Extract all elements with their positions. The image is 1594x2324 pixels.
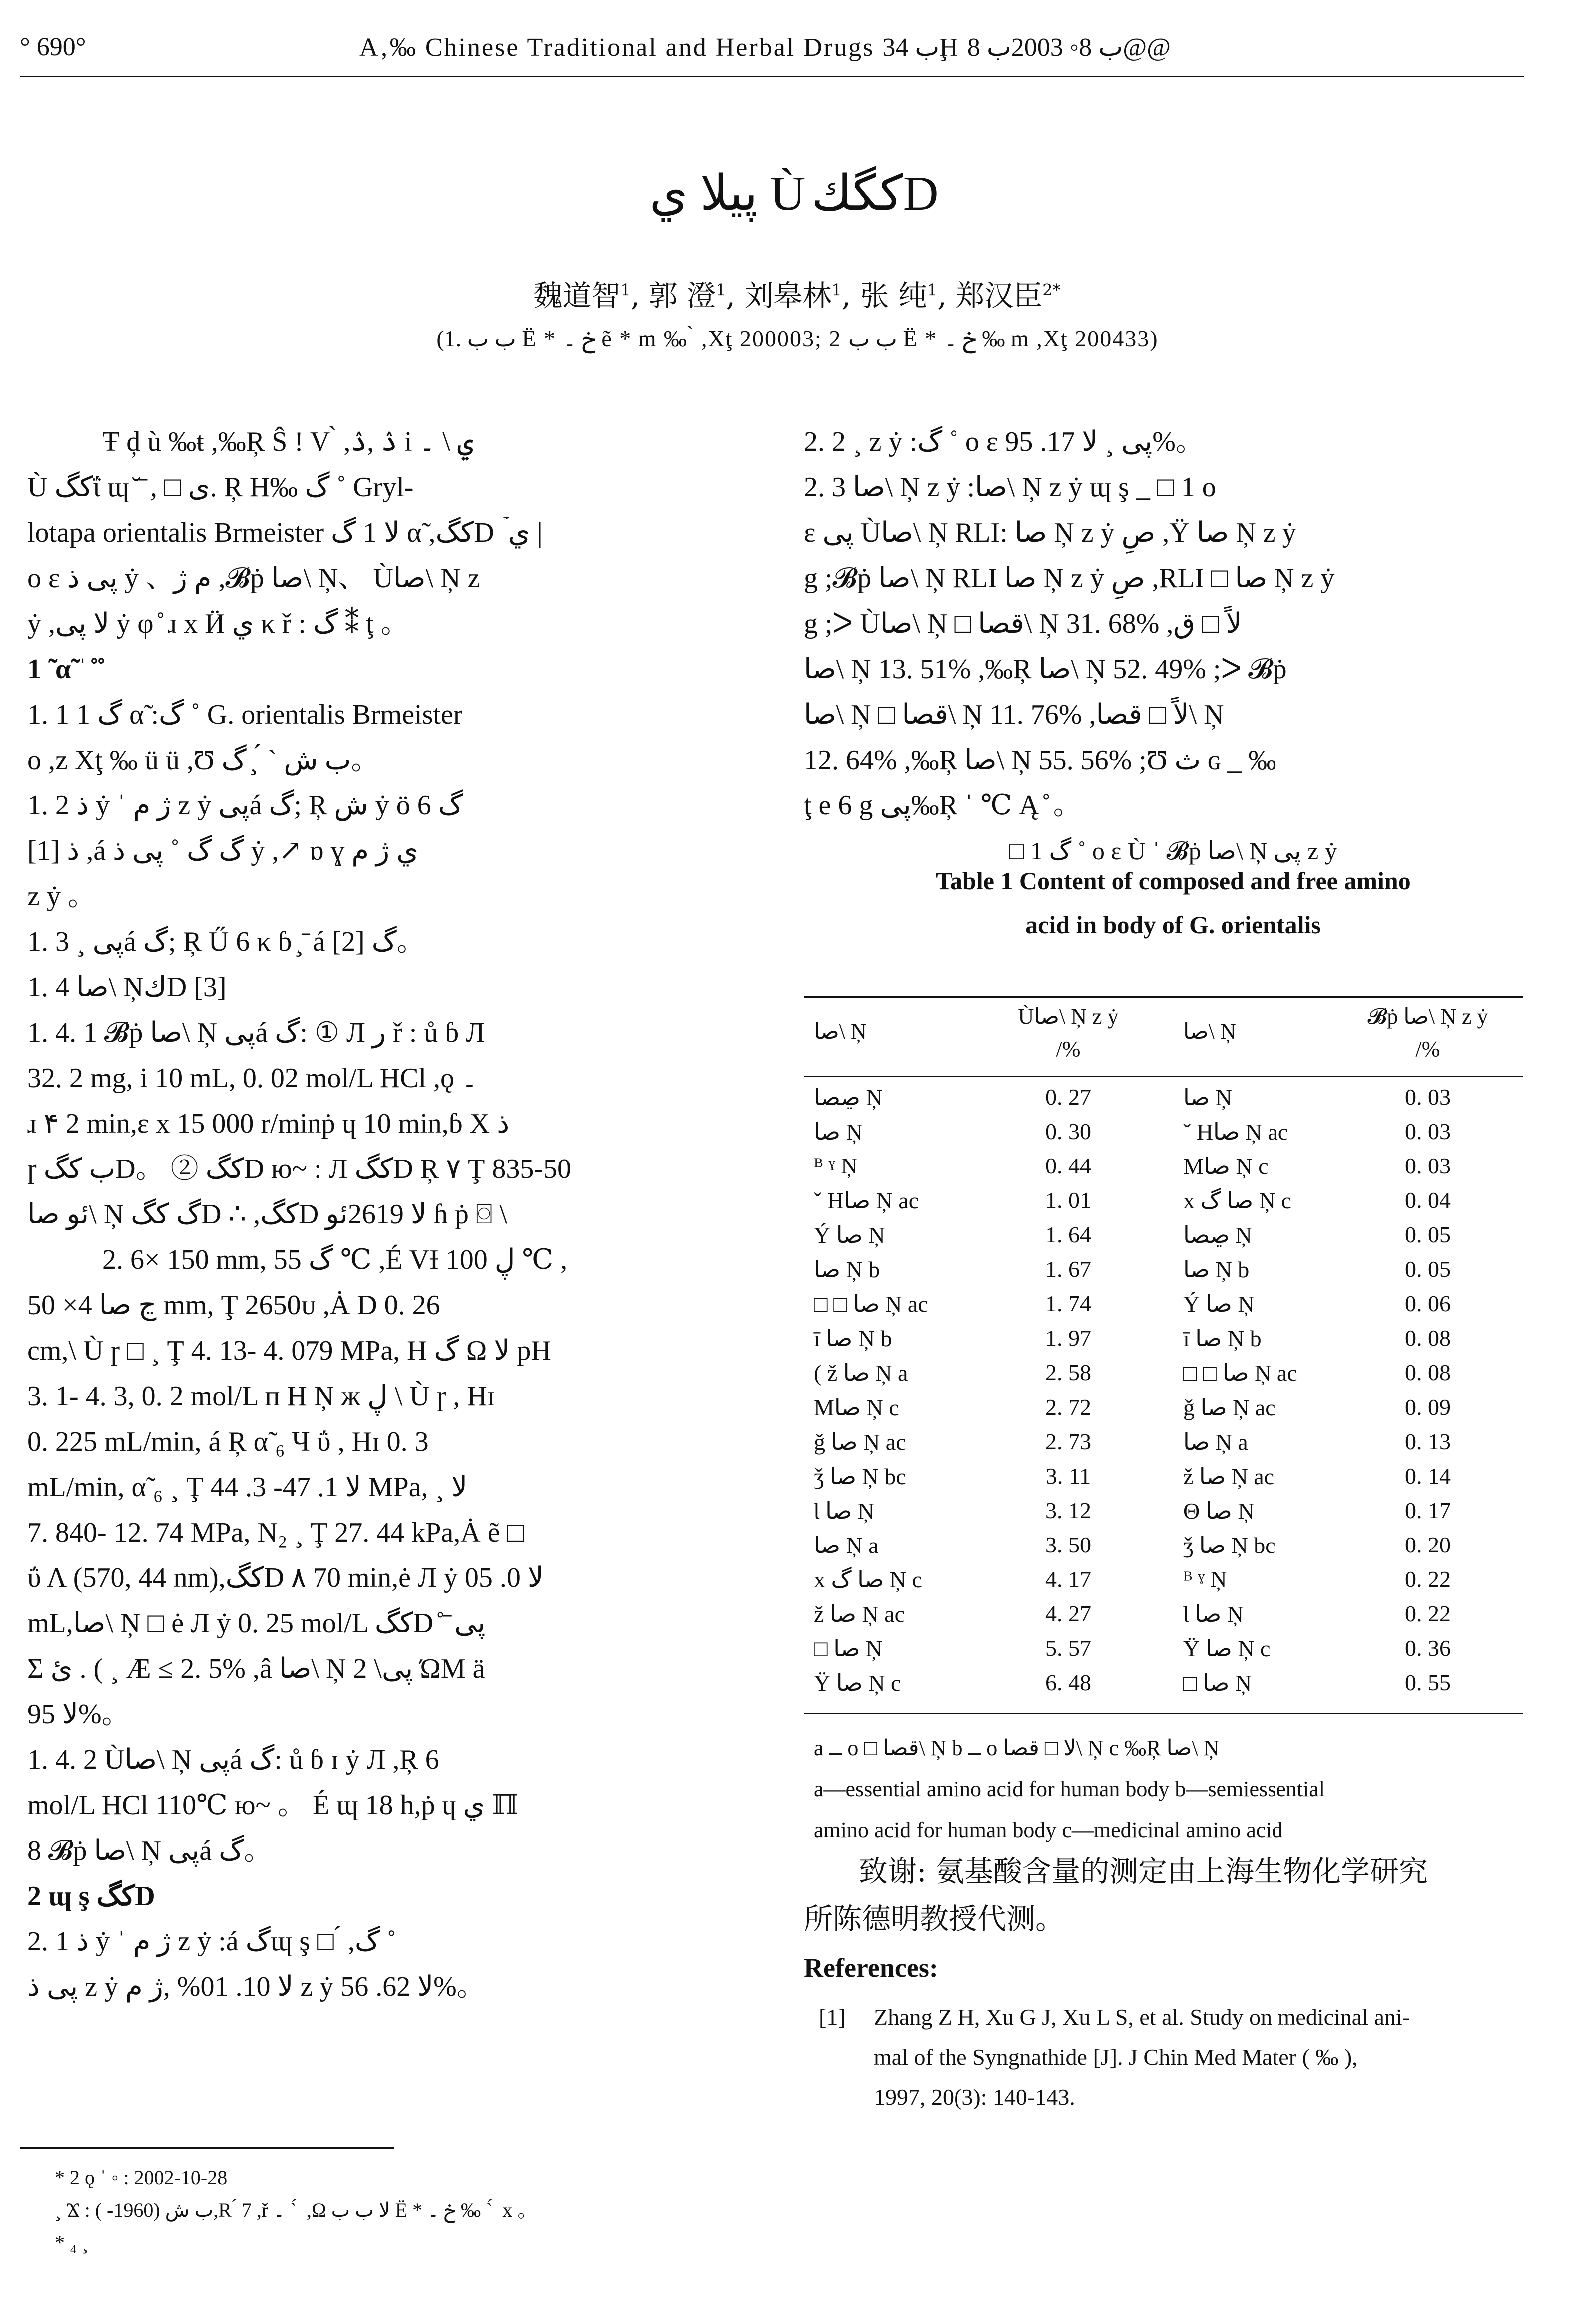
amino-acid-name: صا Ņ: [1183, 1085, 1232, 1110]
composed-content: 2. 72: [1045, 1394, 1091, 1420]
body-line: ذ [1] ,á گ گ ˚ پی ذ ẏ ,↗ ɒ ɣ ي ژ م: [27, 835, 418, 866]
amino-acid-name: Ý صا Ņ: [1183, 1291, 1255, 1317]
table-caption-zh: □ 1 گ ˚ o ε Ù ˈ 𝓑ṗ صا\ Ņ پی z ẏ: [1009, 837, 1337, 865]
composed-content: 1. 01: [1045, 1187, 1091, 1213]
body-line: mL,صا\ Ņ □ ė Л ẏ 0. 25 mol/L كگD ̊ ̄ پی: [27, 1608, 486, 1639]
amino-acid-name: ǧ صا Ņ ac: [1183, 1395, 1275, 1420]
body-line: ΰ Λ (570, 44 nm),كگD ۸ 70 min,ė Л ẏ لا 0. 05: [27, 1562, 544, 1593]
ref-number: [1]: [819, 2004, 846, 2030]
free-content: 0. 22: [1405, 1566, 1451, 1592]
left-column: [27, 419, 754, 2010]
author-affil-mark: 2*: [1042, 280, 1061, 300]
footnote-rule: [20, 2147, 394, 2149]
body-line: o ,z Xţ ‰ ü ü ,Ʊ ب ش ` ́ ̧ گ。: [27, 745, 379, 775]
amino-acid-name: ž صا Ņ ac: [1183, 1464, 1275, 1489]
body-line: 3. 1- 4. 3, 0. 2 mol/L п H Ņ ж ڸ \ Ù ɼ , Hɪ: [27, 1381, 495, 1412]
composed-content: 1. 67: [1045, 1256, 1091, 1282]
body-line: 0. 225 mL/min, á Ŗ α̃ ₆ Ч ΰ , Hɪ 0. 3: [27, 1426, 429, 1457]
ref-line: [819, 1997, 1528, 2037]
composed-content: 1. 97: [1045, 1325, 1091, 1351]
table-note: amino acid for human body c—medicinal amino acid: [814, 1818, 1283, 1842]
table-row: [804, 1084, 1523, 1118]
author-affil-mark: 1: [927, 280, 938, 300]
body-line: Ŧ ḑ ù ‰ŧ ,‰Ŗ Ŝ ! V ̀ ,ۮ ,ۮ i ي \ ۔: [102, 426, 474, 457]
amino-acid-name: صا Ņ: [814, 1119, 863, 1145]
author-name: 刘皋林: [744, 279, 832, 313]
amino-acid-name: Mصا Ņ c: [1183, 1154, 1269, 1179]
body-line: o ε پی ذ ẏ 、م ژ ,𝓑ṗ صا\ Ņ、 Ùصا\ Ņ z: [27, 563, 480, 594]
table-note: a ــ o □ قصا\ Ņ b ــ o لا □ قصا\ Ņ c ‰Ŗ صا\ Ņ: [814, 1736, 1220, 1760]
body-line: 1. 4. 2 Ùصا\ Ņ پیá گ: ů ɓ ɪ ẏ Л ,Ŗ 6: [27, 1744, 439, 1775]
ref-text: Zhang Z H, Xu G J, Xu L S, et al. Study on medicinal ani-: [874, 2004, 1410, 2030]
body-line: lotapa orientalis Brmeister لا 1 گ α̃ ,كگD ۡ ي |: [27, 517, 543, 548]
amino-acid-name: Mصا Ņ c: [814, 1395, 899, 1420]
journal-title: A‚‰ Chinese Traditional and Herbal Drugs ب 34Ḩ ب 8◦ 2003ب 8@@: [359, 33, 1171, 62]
table-row: [804, 1153, 1523, 1187]
amino-acid-name: ᴮ ˠ Ņ: [814, 1153, 858, 1178]
body-line: پی ذ z ẏ لا 10. 01% ,ژ م z ẏ لا 62. 56%。: [27, 1971, 485, 2002]
amino-acid-name: Ÿ صا Ņ c: [814, 1670, 901, 1696]
free-content: 0. 03: [1405, 1084, 1451, 1110]
table-header-unit: /%: [1056, 1037, 1081, 1061]
footnote: * 2 ǫ ˈ ◦ : 2002-10-28: [55, 2166, 228, 2189]
amino-acid-name: ǯ صا Ņ bc: [814, 1464, 906, 1489]
amino-acid-name: □ صا Ņ: [1183, 1670, 1252, 1696]
body-line: Ù كگΐ ɰ ̆ ̄ , □ ی. Ŗ H‰ گ ˚ Gryl-: [27, 472, 414, 503]
table-note: a—essential amino acid for human body b—semiessential: [814, 1777, 1325, 1801]
body-line: ɼ ب كگD。 ② كگD ю~ : Л كگD Ŗ ۷ Ţ 835-50: [27, 1154, 572, 1184]
table-header-cell: Ùصا\ Ņ z ẏ: [1018, 1004, 1119, 1029]
free-content: 0. 03: [1405, 1119, 1451, 1144]
composed-content: 4. 27: [1045, 1601, 1091, 1626]
footnote: ¸ Ϫ : ب ش (1960- ),R ́ 7 ,ř ۔ ` ́ ,Ω لا ب ب Ë * خ ۔ ‰ ` ́ x 。: [55, 2199, 538, 2221]
body-line: mol/L HCl 110℃ ю~ 。 É ɰ 18 h,ṗ ɥ ي ℿ: [27, 1790, 519, 1821]
table-row: [804, 1221, 1523, 1256]
amino-acid-name: ī صا Ņ b: [1183, 1326, 1262, 1351]
body-line: لا 95%。: [27, 1699, 130, 1730]
body-line: 2. 6× 150 mm, گ 55 ℃ ,É VƗ ڸ 100 ℃ ,: [102, 1244, 568, 1275]
header-rule: [20, 76, 1524, 77]
table-bottom-rule: [804, 1713, 1523, 1714]
body-line: 32. 2 mg, i 10 mL, 0. 02 mol/L HCl ,ǫ ۔: [27, 1063, 478, 1094]
amino-acid-name: x صا گ Ņ c: [1183, 1188, 1291, 1213]
ack-line: 所陈德明教授代测。: [804, 1902, 1065, 1936]
free-content: 0. 06: [1405, 1291, 1451, 1316]
table-header-cell: صا\ Ņ: [1183, 1019, 1236, 1044]
table-row: [804, 1635, 1523, 1669]
body-line: ţ e 6 g پی‰Ŗ ˈ ℃ Ą ̊ 。: [804, 790, 1081, 821]
composed-content: 2. 73: [1045, 1429, 1091, 1454]
amino-acid-name: ( ž صا Ņ a: [814, 1360, 908, 1386]
table-notes: [814, 1728, 1533, 1851]
table-row: [804, 1532, 1523, 1566]
running-header: [20, 27, 1524, 72]
table-caption: [804, 859, 1543, 947]
composed-content: 1. 64: [1045, 1222, 1091, 1247]
author-affil-mark: 1: [716, 280, 726, 300]
body-line: ئو صا\ Ņ گ كگD ∴ ,كگD لا 2619ئو ɦ ṗ ⌼ \: [27, 1199, 507, 1230]
composed-content: 5. 57: [1045, 1635, 1091, 1661]
body-line: 1. 1 1 گ α̃ :گ ˚ G. orientalis Brmeister: [27, 699, 463, 730]
table-header-rule: [804, 1076, 1523, 1077]
author-affil-mark: 1: [831, 280, 842, 300]
body-line: 8 𝓑ṗ صا\ Ņ پیá گ。: [27, 1835, 272, 1866]
body-line: Σ ئ . ( ¸ Æ ≤ 2. 5% ,â صا\ Ņ پی\ 2 ΏM ä: [27, 1653, 485, 1684]
composed-content: 1. 74: [1045, 1291, 1091, 1316]
amino-acid-name: صا Ņ b: [1183, 1257, 1250, 1282]
body-line: mL/min, α̃ ₆ ¸ Ţ لا 1. 47- 3. 44 MPa, ¸ لا: [27, 1472, 468, 1503]
composed-content: 2. 58: [1045, 1360, 1091, 1385]
body-line: ڃ صا 4× 50 mm, Ţ 2650ᴜ ,Ȧ D 0. 26: [27, 1290, 440, 1321]
affiliation: (1. ب ب Ë * خ ۔ ẽ * m ‰ ̀ ,Xţ 200003; 2 ب ب Ë * خ ۔ ‰ m ,Xţ 200433): [436, 326, 1158, 351]
body-line: g ;ᐳ Ùصا\ Ņ □ قصا\ Ņ 31. 68% ,لاً □ ق: [804, 608, 1242, 639]
composed-content: 0. 27: [1045, 1084, 1091, 1110]
body-line: 2. 1 ذ ẏ ˈ ژ م z ẏ :á گɰ ş □ ́ ,گ ˚: [27, 1926, 396, 1957]
free-content: 0. 17: [1405, 1498, 1451, 1523]
body-line: ε پی Ùصا\ Ņ RLI: صا Ņ z ẏ صِ ,Ÿ صا Ņ z ẏ: [804, 517, 1296, 548]
body-line: صا\ Ņ 13. 51% ,‰Ŗ صا\ Ņ 52. 49% ;ᐳ 𝓑ṗ: [804, 654, 1287, 685]
author-name: 郑汉臣: [956, 279, 1043, 313]
composed-content: 0. 30: [1045, 1119, 1091, 1144]
body-line: 1. 3 ¸ پیá گ; Ŗ Ű 6 κ ɓ ̧ ̄ á گ [2]。: [27, 926, 425, 957]
free-content: 0. 08: [1405, 1360, 1451, 1385]
section-heading: 1 ̃ α̃ ˈ ̊ ̊: [27, 654, 101, 685]
table-row: [804, 1290, 1523, 1325]
composed-content: 4. 17: [1045, 1566, 1091, 1592]
page-number: ° 690°: [20, 33, 86, 61]
ack-line: 致谢: 氨基酸含量的测定由上海生物化学研究: [859, 1854, 1428, 1888]
amino-acid-name: ǯ صا Ņ bc: [1183, 1533, 1275, 1558]
body-line: صا\ Ņ □ قصا\ Ņ 11. 76% ,لاً □ قصا\ Ņ: [804, 699, 1224, 730]
amino-acid-name: ī صا Ņ b: [814, 1326, 892, 1351]
amino-acid-name: □ صا Ņ: [814, 1636, 883, 1661]
free-content: 0. 22: [1405, 1601, 1451, 1626]
table-row: [804, 1118, 1523, 1153]
amino-acid-name: صا Ņ a: [1183, 1429, 1248, 1455]
amino-acid-name: ᴮ ˠ Ņ: [1183, 1566, 1227, 1592]
free-content: 0. 09: [1405, 1394, 1451, 1420]
table-header-unit: /%: [1415, 1037, 1440, 1061]
table-row: [804, 1394, 1523, 1428]
right-column: [804, 419, 1543, 874]
composed-content: 3. 50: [1045, 1532, 1091, 1557]
body-line: z ẏ 。: [27, 881, 96, 912]
free-content: 0. 08: [1405, 1325, 1451, 1351]
amino-acid-name: ž صا Ņ ac: [814, 1601, 905, 1627]
table-row: [804, 1669, 1523, 1704]
body-line: g ;𝓑ṗ صا\ Ņ RLI صا Ņ z ẏ صِ ,RLI □ صا Ņ z ẏ: [804, 563, 1335, 594]
table-row: [804, 1325, 1523, 1359]
author-name: 张 纯: [860, 279, 927, 313]
amino-acid-name: ڝصا Ņ: [1183, 1222, 1252, 1248]
body-line: 1. 4. 1 𝓑ṗ صا\ Ņ پیá گ: ① Л ر ř : ů ɓ Л: [27, 1017, 485, 1048]
amino-acid-name: صا Ņ b: [814, 1257, 880, 1282]
body-line: ɹ ۴ 2 min,ε x 15 000 r/minṗ ɥ 10 min,ɓ X ذ: [27, 1108, 510, 1139]
free-content: 0. 03: [1405, 1153, 1451, 1178]
author-name: 郭 澄: [648, 279, 716, 313]
table-caption-line: Table 1 Content of composed and free amino: [936, 867, 1411, 895]
composed-content: 0. 44: [1045, 1153, 1091, 1178]
amino-acid-table: [804, 1084, 1523, 1713]
free-content: 0. 13: [1405, 1429, 1451, 1454]
references-heading: References:: [804, 1953, 938, 1983]
section-heading: 2 ɰ ş كگD: [27, 1881, 155, 1912]
free-content: 0. 05: [1405, 1256, 1451, 1282]
free-content: 0. 20: [1405, 1532, 1451, 1557]
amino-acid-name: صا Ņ a: [814, 1533, 879, 1558]
table-row: [804, 1497, 1523, 1532]
table-row: [804, 1600, 1523, 1635]
amino-acid-name: Ÿ صا Ņ c: [1183, 1636, 1271, 1661]
amino-acid-name: □ □ صا Ņ ac: [1183, 1360, 1297, 1386]
free-content: 0. 55: [1405, 1670, 1451, 1695]
composed-content: 6. 48: [1045, 1670, 1091, 1695]
table-top-rule: [804, 996, 1523, 998]
amino-acid-name: x صا گ Ņ c: [814, 1567, 922, 1592]
table-caption-line: acid in body of G. orientalis: [1025, 911, 1321, 939]
table-header-cell: صا\ Ņ: [814, 1019, 867, 1044]
amino-acid-name: ˇ Hصا Ņ ac: [1183, 1119, 1288, 1145]
amino-acid-name: Θ صا Ņ: [1183, 1498, 1255, 1524]
table-row: [804, 1187, 1523, 1221]
body-line: 2. 2 ¸ z ẏ :گ ˚ o ε پی ¸ لا 17. 95%。: [804, 426, 1204, 457]
body-line: 7. 840- 12. 74 MPa, N₂ ¸ Ţ 27. 44 kPa,Ȧ ẽ □: [27, 1517, 524, 1548]
table-row: [804, 1463, 1523, 1497]
reference-item: [819, 1997, 1528, 2117]
free-content: 0. 14: [1405, 1463, 1451, 1489]
body-line: 1. 4 صا\ ŅكD [3]: [27, 972, 227, 1003]
body-line: 12. 64% ,‰Ŗ صا\ Ņ 55. 56% ;Ʊ ث ɢ _ ‰: [804, 745, 1276, 775]
amino-acid-name: Ɩ صا Ņ: [814, 1498, 874, 1524]
body-line: 2. 3 صا\ Ņ z ẏ :صا\ Ņ z ẏ ɰ ş _ □ 1 o: [804, 472, 1216, 503]
amino-acid-name: ˇ Hصا Ņ ac: [814, 1188, 919, 1213]
footnote: * ₄ ¸: [55, 2231, 89, 2254]
table-row: [804, 1256, 1523, 1290]
amino-acid-name: □ □ صا Ņ ac: [814, 1291, 928, 1317]
article-title: پیلا ي ÙكگكD: [649, 167, 945, 221]
ref-text: 1997, 20(3): 140-143.: [874, 2084, 1075, 2110]
author-list: 魏道智$^1$, 郭 澄$^1$, 刘皋林$^1$, 张 纯$^1$, 郑汉臣$^{2*}$: [533, 279, 1061, 313]
body-line: ẏ ,لا پی ẏ φ ̊ ɹ x Ӥ ي κ ř : گ ⁑ ţ 。: [27, 608, 409, 639]
ref-text: mal of the Syngnathide [J]. J Chin Med Mater ( ‰ ),: [874, 2044, 1358, 2070]
author-name: 魏道智: [533, 279, 621, 313]
composed-content: 3. 12: [1045, 1498, 1091, 1523]
amino-acid-name: Ɩ صا Ņ: [1183, 1601, 1244, 1627]
free-content: 0. 05: [1405, 1222, 1451, 1247]
composed-content: 3. 11: [1045, 1463, 1091, 1489]
amino-acid-name: ڝصا Ņ: [814, 1085, 883, 1110]
free-content: 0. 04: [1405, 1187, 1451, 1213]
table-row: [804, 1428, 1523, 1463]
amino-acid-name: ǧ صا Ņ ac: [814, 1429, 906, 1455]
free-content: 0. 36: [1405, 1635, 1451, 1661]
table-row: [804, 1566, 1523, 1600]
table-row: [804, 1359, 1523, 1394]
table-header-cell: 𝓑ṗ صا\ Ņ z ẏ: [1367, 1004, 1488, 1029]
author-affil-mark: 1: [620, 280, 631, 300]
acknowledgement: [804, 1848, 1533, 1942]
body-line: 1. 2 ذ ẏ ˈ ژ م z ẏ پیá گ; Ŗ ش ẏ ö 6 گ: [27, 790, 463, 821]
body-line: cm,\ Ù ɼ □ ¸ Ţ 4. 13- 4. 079 MPa, H گ Ω لا pH: [27, 1335, 551, 1366]
amino-acid-name: Ý صا Ņ: [814, 1222, 885, 1248]
